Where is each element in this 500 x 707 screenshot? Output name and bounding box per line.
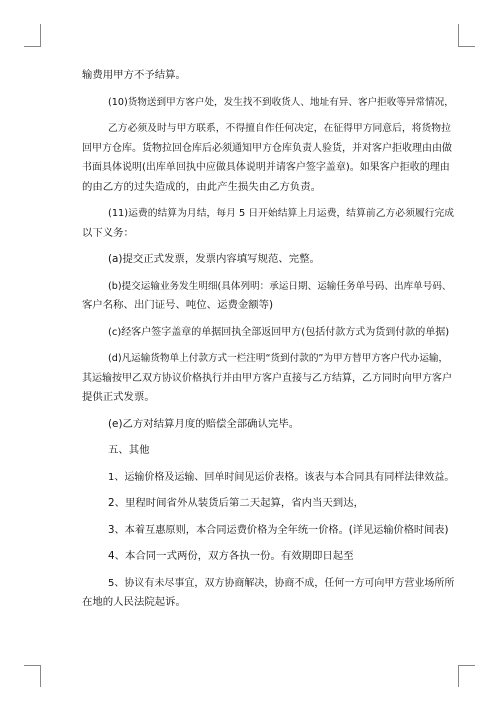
crop-mark-top-right-vertical <box>458 24 459 46</box>
text-line: (c)经客户签字盖章的单据回执全部返回甲方(包括付款方式为货到付款的单据) <box>108 326 450 338</box>
text-line: 五、其他 <box>108 444 150 456</box>
crop-mark-bottom-left-horizontal <box>24 665 41 666</box>
crop-mark-bottom-left-vertical <box>40 665 41 687</box>
document-body <box>82 66 454 620</box>
text-line: 客户名称、出门证号、吨位、运费金额等) <box>82 299 274 311</box>
text-line: (11)运费的结算为月结，每月 5 日开始结算上月运费，结算前乙方必须履行完成 <box>108 208 455 219</box>
text-line: 以下义务： <box>82 226 134 239</box>
text-line: (10)货物送到甲方客户处，发生找不到收货人、地址有异、客户拒收等异常情况， <box>108 96 454 108</box>
text-line: 的由乙方的过失造成的，由此产生损失由乙方负责。 <box>82 180 321 193</box>
text-line: 其运输按甲乙双方协议价格执行并由甲方客户直接与乙方结算，乙方同时向甲方客户 <box>82 372 452 384</box>
text-line: (e)乙方对结算月度的赔偿全部确认完毕。 <box>108 417 300 430</box>
text-line: 输费用甲方不予结算。 <box>82 69 186 81</box>
crop-mark-top-left-horizontal <box>24 46 41 47</box>
text-line: (a)提交正式发票，发票内容填写规范、完整。 <box>108 253 320 265</box>
crop-mark-top-left-vertical <box>40 24 41 46</box>
text-line: 1、运输价格及运输、回单时间见运价表格。该表与本合同具有同样法律效益。 <box>108 471 455 483</box>
text-line: 回甲方仓库。货物拉回仓库后必须通知甲方仓库负责人验货，并对客户拒收理由由做 <box>82 142 452 154</box>
text-line: 提供正式发票。 <box>82 391 155 403</box>
crop-mark-bottom-right-horizontal <box>458 665 475 666</box>
text-line: 书面具体说明(出库单回执中应做具体说明并请客户签字盖章)。如果客户拒收的理由 <box>82 162 450 173</box>
text-line: 5、协议有未尽事宜，双方协商解决，协商不成，任何一方可向甲方营业场所所 <box>108 577 455 589</box>
text-line: 4、本合同一式两份，双方各执一份。有效期即日起至 <box>108 550 354 562</box>
text-line: (b)提交运输业务发生明细(具体列明：承运日期、运输任务单号码、出库单号码、 <box>108 280 452 292</box>
text-line: 2、里程时间省外从装货后第二天起算，省内当天到达， <box>108 497 364 509</box>
crop-mark-top-right-horizontal <box>458 46 475 47</box>
text-line: 乙方必须及时与甲方联系，不得擅自作任何决定，在征得甲方同意后，将货物拉 <box>108 123 451 134</box>
crop-mark-bottom-right-vertical <box>458 665 459 687</box>
text-line: 3、本着互惠原则，本合同运费价格为全年统一价格。(详见运输价格时间表) <box>108 524 449 536</box>
text-line: (d)凡运输货物单上付款方式一栏注明“货到付款的”为甲方替甲方客户代办运输， <box>108 353 449 364</box>
text-line: 在地的人民法院起诉。 <box>82 596 186 608</box>
